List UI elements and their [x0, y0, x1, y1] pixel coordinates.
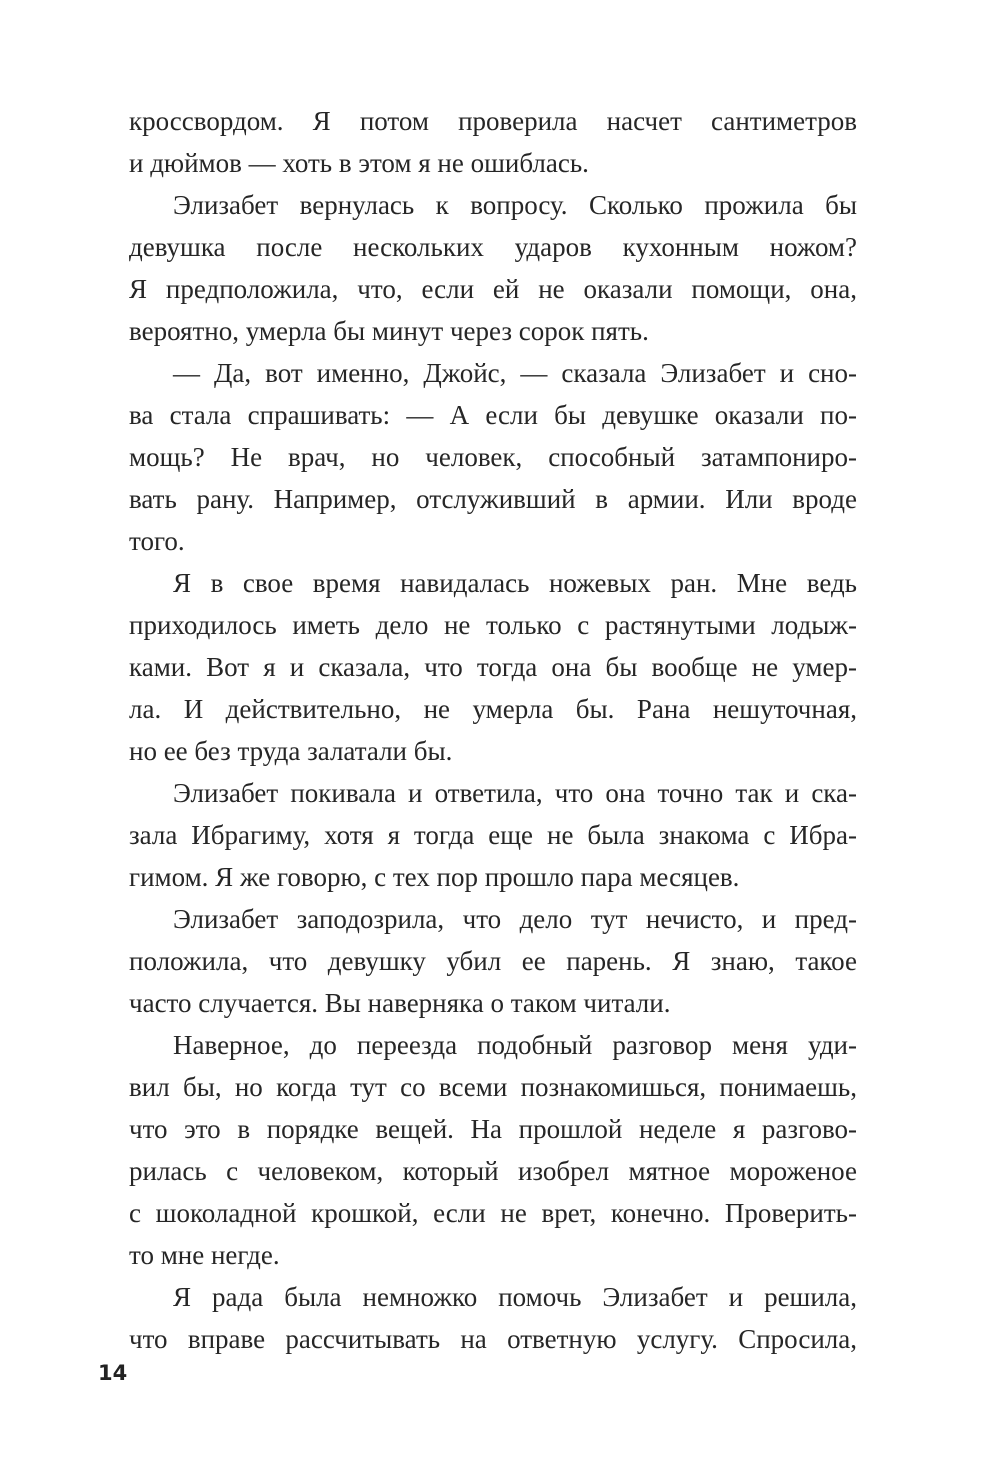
text-line: ками. Вот я и сказала, что тогда она бы вообще не умер- [129, 652, 857, 682]
text-line: зала Ибрагиму, хотя я тогда еще не была знакома с Ибра- [129, 820, 857, 850]
text-line: Я в свое время навидалась ножевых ран. Мне ведь [173, 568, 857, 598]
text-line: кроссвордом. Я потом проверила насчет сантиметров [129, 106, 857, 136]
text-line: Элизабет вернулась к вопросу. Сколько прожила бы [173, 190, 857, 220]
text-line: вил бы, но когда тут со всеми познакомишься, понимаешь, [129, 1072, 857, 1102]
text-line: то мне негде. [129, 1240, 280, 1270]
text-line: ва стала спрашивать: — А если бы девушке оказали по- [129, 400, 857, 430]
text-line: Я рада была немножко помочь Элизабет и решила, [173, 1282, 857, 1312]
text-line: что вправе рассчитывать на ответную услугу. Спросила, [129, 1324, 857, 1354]
text-line: положила, что девушку убил ее парень. Я знаю, такое [129, 946, 857, 976]
text-line: что это в порядке вещей. На прошлой неделе я разгово- [129, 1114, 857, 1144]
page-number: 14 [98, 1361, 128, 1385]
text-line: часто случается. Вы наверняка о таком читали. [129, 988, 671, 1018]
text-line: — Да, вот именно, Джойс, — сказала Элизабет и сно- [173, 358, 857, 388]
text-line: того. [129, 526, 185, 556]
text-line: вать рану. Например, отслуживший в армии. Или вроде [129, 484, 857, 514]
text-line: Я предположила, что, если ей не оказали помощи, она, [129, 274, 857, 304]
text-line: с шоколадной крошкой, если не врет, конечно. Проверить- [129, 1198, 857, 1228]
text-line: ла. И действительно, не умерла бы. Рана нешуточная, [129, 694, 857, 724]
text-line: Наверное, до переезда подобный разговор меня уди- [173, 1030, 857, 1060]
text-line: вероятно, умерла бы минут через сорок пять. [129, 316, 649, 346]
text-line: но ее без труда залатали бы. [129, 736, 453, 766]
text-line: Элизабет заподозрила, что дело тут нечисто, и пред- [173, 904, 857, 934]
text-line: Элизабет покивала и ответила, что она точно так и ска- [173, 778, 857, 808]
text-line: рилась с человеком, который изобрел мятное мороженое [129, 1156, 857, 1186]
text-line: и дюймов — хоть в этом я не ошиблась. [129, 148, 589, 178]
text-line: гимом. Я же говорю, с тех пор прошло пара месяцев. [129, 862, 740, 892]
text-line: девушка после нескольких ударов кухонным ножом? [129, 232, 857, 262]
text-line: мощь? Не врач, но человек, способный затампониро- [129, 442, 857, 472]
text-line: приходилось иметь дело не только с растянутыми лодыж- [129, 610, 857, 640]
